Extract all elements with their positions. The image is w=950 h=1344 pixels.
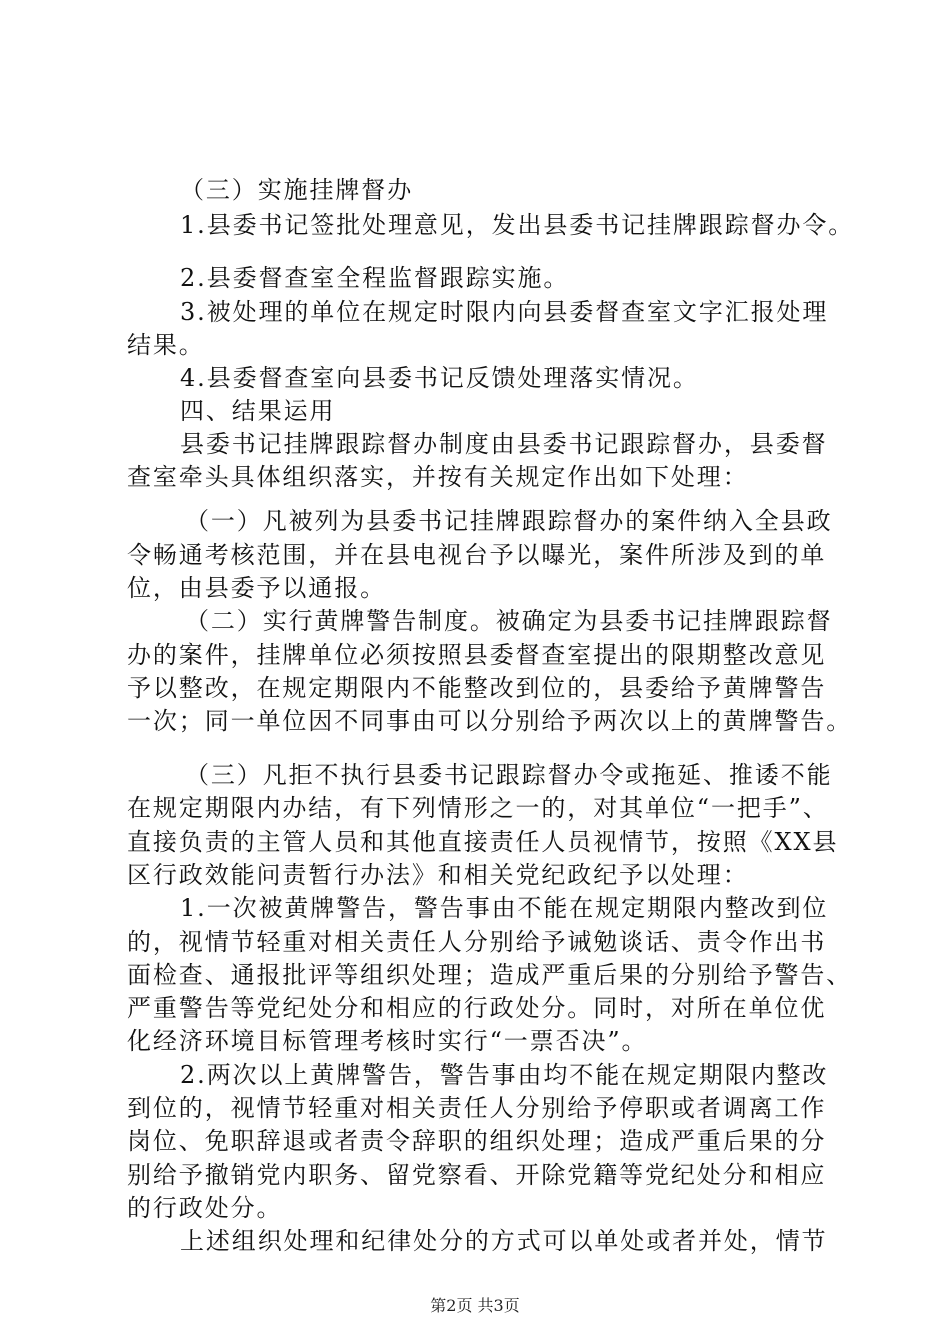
paragraph-line: 3.被处理的单位在规定时限内向县委督查室文字汇报处理	[180, 298, 829, 326]
paragraph-line: 予以整改，在规定期限内不能整改到位的，县委给予黄牌警告	[127, 674, 827, 702]
paragraph-line: （三）凡拒不执行县委书记跟踪督办令或拖延、推诿不能	[185, 761, 833, 789]
paragraph-line: 化经济环境目标管理考核时实行“一票否决”。	[127, 1027, 648, 1055]
paragraph-line: 的行政处分。	[127, 1194, 283, 1222]
paragraph-line: 岗位、免职辞退或者责令辞职的组织处理；造成严重后果的分	[127, 1127, 827, 1155]
paragraph-line: 1.一次被黄牌警告，警告事由不能在规定期限内整改到位	[180, 894, 829, 922]
paragraph-line: 4.县委督查室向县委书记反馈处理落实情况。	[180, 364, 699, 392]
paragraph-line: 严重警告等党纪处分和相应的行政处分。同时，对所在单位优	[127, 994, 827, 1022]
section-heading-results: 四、结果运用	[180, 397, 336, 425]
section-heading-implementation: （三）实施挂牌督办	[180, 176, 414, 204]
paragraph-line: 2.县委督查室全程监督跟踪实施。	[180, 264, 570, 292]
paragraph-line: 区行政效能问责暂行办法》和相关党纪政纪予以处理：	[127, 861, 749, 889]
paragraph-line: 查室牵头具体组织落实，并按有关规定作出如下处理：	[127, 463, 749, 491]
paragraph-line: 别给予撤销党内职务、留党察看、开除党籍等党纪处分和相应	[127, 1161, 827, 1189]
paragraph-line: 上述组织处理和纪律处分的方式可以单处或者并处，情节	[180, 1227, 828, 1255]
paragraph-line: 令畅通考核范围，并在县电视台予以曝光，案件所涉及到的单	[127, 541, 827, 569]
paragraph-line: 的，视情节轻重对相关责任人分别给予诫勉谈话、责令作出书	[127, 928, 827, 956]
paragraph-line: 2.两次以上黄牌警告，警告事由均不能在规定期限内整改	[180, 1061, 829, 1089]
paragraph-line: （一）凡被列为县委书记挂牌跟踪督办的案件纳入全县政	[185, 507, 833, 535]
paragraph-line: 1.县委书记签批处理意见，发出县委书记挂牌跟踪督办令。	[180, 211, 855, 239]
paragraph-line: 面检查、通报批评等组织处理；造成严重后果的分别给予警告、	[127, 961, 853, 989]
paragraph-line: 位，由县委予以通报。	[127, 574, 386, 602]
paragraph-line: （二）实行黄牌警告制度。被确定为县委书记挂牌跟踪督	[185, 607, 833, 635]
paragraph-line: 县委书记挂牌跟踪督办制度由县委书记跟踪督办，县委督	[180, 430, 828, 458]
paragraph-line: 结果。	[127, 331, 205, 359]
page-footer-page-number: 第2页 共3页	[430, 1296, 520, 1315]
paragraph-line: 一次；同一单位因不同事由可以分别给予两次以上的黄牌警告。	[127, 707, 853, 735]
paragraph-line: 办的案件，挂牌单位必须按照县委督查室提出的限期整改意见	[127, 641, 827, 669]
paragraph-line: 在规定期限内办结，有下列情形之一的，对其单位“一把手”、	[127, 794, 829, 822]
paragraph-line: 到位的，视情节轻重对相关责任人分别给予停职或者调离工作	[127, 1094, 827, 1122]
paragraph-line: 直接负责的主管人员和其他直接责任人员视情节，按照《XX县	[127, 828, 839, 856]
